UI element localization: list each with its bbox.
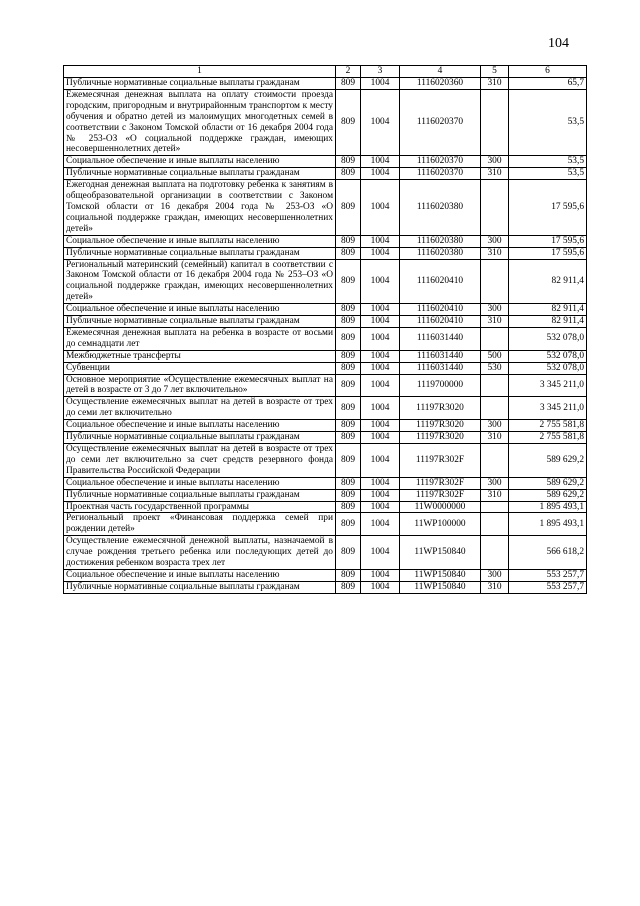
amount-cell: 1 895 493,1	[509, 513, 587, 536]
section-code-cell: 1004	[361, 432, 400, 444]
section-code-cell: 1004	[361, 327, 400, 350]
row-name-cell: Публичные нормативные социальные выплаты гражданам	[64, 489, 336, 501]
table-row	[64, 420, 587, 432]
amount-cell: 2 755 581,8	[509, 432, 587, 444]
amount-cell: 553 257,7	[509, 569, 587, 581]
expense-type-cell	[481, 89, 509, 155]
expense-type-cell: 310	[481, 432, 509, 444]
amount-cell: 532 078,0	[509, 350, 587, 362]
row-name-cell: Осуществление ежемесячных выплат на детей в возрасте от трех до семи лет включительно за счет средств резервного фонда Правительства Российской Федерации	[64, 444, 336, 478]
expense-type-cell	[481, 180, 509, 236]
amount-cell: 65,7	[509, 78, 587, 90]
section-code-cell: 1004	[361, 168, 400, 180]
ministry-code-cell: 809	[336, 168, 361, 180]
section-code-cell: 1004	[361, 513, 400, 536]
column-header: 1	[64, 66, 336, 78]
table-row	[64, 78, 587, 90]
row-name-cell: Осуществление ежемесячной денежной выплаты, назначаемой в случае рождения третьего ребенка или последующих детей до достижения ребенком возраста трех лет	[64, 536, 336, 570]
section-code-cell: 1004	[361, 420, 400, 432]
target-article-cell: 1116031440	[400, 362, 481, 374]
ministry-code-cell: 809	[336, 444, 361, 478]
expense-type-cell: 530	[481, 362, 509, 374]
row-name-cell: Социальное обеспечение и иные выплаты населению	[64, 235, 336, 247]
target-article-cell: 1116020380	[400, 180, 481, 236]
row-name-cell: Публичные нормативные социальные выплаты гражданам	[64, 247, 336, 259]
table-row	[64, 569, 587, 581]
ministry-code-cell: 809	[336, 247, 361, 259]
section-code-cell: 1004	[361, 247, 400, 259]
section-code-cell: 1004	[361, 350, 400, 362]
ministry-code-cell: 809	[336, 374, 361, 397]
budget-table	[63, 65, 587, 594]
section-code-cell: 1004	[361, 501, 400, 513]
amount-cell: 53,5	[509, 168, 587, 180]
ministry-code-cell: 809	[336, 489, 361, 501]
column-header: 6	[509, 66, 587, 78]
target-article-cell: 11WP150840	[400, 536, 481, 570]
target-article-cell: 1116020410	[400, 316, 481, 328]
target-article-cell: 11WP150840	[400, 569, 481, 581]
table-row	[64, 432, 587, 444]
amount-cell: 589 629,2	[509, 444, 587, 478]
row-name-cell: Осуществление ежемесячных выплат на детей в возрасте от трех до семи лет включительно	[64, 397, 336, 420]
amount-cell: 17 595,6	[509, 180, 587, 236]
ministry-code-cell: 809	[336, 581, 361, 593]
row-name-cell: Социальное обеспечение и иные выплаты населению	[64, 304, 336, 316]
target-article-cell: 1116020370	[400, 156, 481, 168]
amount-cell: 82 911,4	[509, 316, 587, 328]
ministry-code-cell: 809	[336, 536, 361, 570]
row-name-cell: Публичные нормативные социальные выплаты гражданам	[64, 581, 336, 593]
row-name-cell: Ежемесячная денежная выплата на оплату стоимости проезда городским, пригородным и внутрирайонным транспортом к месту обучения и обратно детей из малоимущих многодетных семей в соответствии с Законом Томской области от 16 декабря 2004 года № 253-ОЗ «О социальной поддержке граждан, имеющих несовершеннолетних детей»	[64, 89, 336, 155]
ministry-code-cell: 809	[336, 501, 361, 513]
expense-type-cell	[481, 513, 509, 536]
table-row	[64, 247, 587, 259]
expense-type-cell: 310	[481, 247, 509, 259]
target-article-cell: 11197R302F	[400, 477, 481, 489]
expense-type-cell: 300	[481, 156, 509, 168]
row-name-cell: Ежегодная денежная выплата на подготовку ребенка к занятиям в общеобразовательной организации в соответствии с Законом Томской области от 16 декабря 2004 года № 253-ОЗ «О социальной поддержке граждан, имеющих несовершеннолетних детей»	[64, 180, 336, 236]
target-article-cell: 1116031440	[400, 327, 481, 350]
column-header: 2	[336, 66, 361, 78]
ministry-code-cell: 809	[336, 235, 361, 247]
ministry-code-cell: 809	[336, 350, 361, 362]
row-name-cell: Региональный материнский (семейный) капитал в соответствии с Законом Томской области от 16 декабря 2004 года № 253–ОЗ «О социальной поддержке граждан, имеющих несовершеннолетних детей»	[64, 259, 336, 304]
section-code-cell: 1004	[361, 374, 400, 397]
column-header: 4	[400, 66, 481, 78]
table-row	[64, 489, 587, 501]
row-name-cell: Межбюджетные трансферты	[64, 350, 336, 362]
table-row	[64, 581, 587, 593]
expense-type-cell	[481, 397, 509, 420]
expense-type-cell: 300	[481, 304, 509, 316]
expense-type-cell	[481, 374, 509, 397]
row-name-cell: Основное мероприятие «Осуществление ежемесячных выплат на детей в возрасте от 3 до 7 лет включительно»	[64, 374, 336, 397]
amount-cell: 2 755 581,8	[509, 420, 587, 432]
row-name-cell: Публичные нормативные социальные выплаты гражданам	[64, 316, 336, 328]
ministry-code-cell: 809	[336, 362, 361, 374]
row-name-cell: Субвенции	[64, 362, 336, 374]
expense-type-cell: 310	[481, 168, 509, 180]
expense-type-cell: 300	[481, 420, 509, 432]
section-code-cell: 1004	[361, 78, 400, 90]
ministry-code-cell: 809	[336, 89, 361, 155]
ministry-code-cell: 809	[336, 156, 361, 168]
section-code-cell: 1004	[361, 569, 400, 581]
table-row	[64, 501, 587, 513]
expense-type-cell: 310	[481, 489, 509, 501]
target-article-cell: 11197R3020	[400, 432, 481, 444]
table-row	[64, 350, 587, 362]
ministry-code-cell: 809	[336, 78, 361, 90]
section-code-cell: 1004	[361, 316, 400, 328]
column-header: 5	[481, 66, 509, 78]
target-article-cell: 11197R302F	[400, 489, 481, 501]
section-code-cell: 1004	[361, 362, 400, 374]
target-article-cell: 11W0000000	[400, 501, 481, 513]
target-article-cell: 11197R302F	[400, 444, 481, 478]
expense-type-cell	[481, 536, 509, 570]
row-name-cell: Социальное обеспечение и иные выплаты населению	[64, 477, 336, 489]
target-article-cell: 1116020410	[400, 304, 481, 316]
ministry-code-cell: 809	[336, 513, 361, 536]
table-row	[64, 304, 587, 316]
target-article-cell: 1116031440	[400, 350, 481, 362]
section-code-cell: 1004	[361, 444, 400, 478]
target-article-cell: 11WP150840	[400, 581, 481, 593]
row-name-cell: Социальное обеспечение и иные выплаты населению	[64, 156, 336, 168]
target-article-cell: 1116020360	[400, 78, 481, 90]
target-article-cell: 1119700000	[400, 374, 481, 397]
column-header: 3	[361, 66, 400, 78]
row-name-cell: Публичные нормативные социальные выплаты гражданам	[64, 432, 336, 444]
ministry-code-cell: 809	[336, 180, 361, 236]
section-code-cell: 1004	[361, 259, 400, 304]
amount-cell: 1 895 493,1	[509, 501, 587, 513]
amount-cell: 532 078,0	[509, 362, 587, 374]
ministry-code-cell: 809	[336, 304, 361, 316]
expense-type-cell: 300	[481, 477, 509, 489]
target-article-cell: 11197R3020	[400, 420, 481, 432]
section-code-cell: 1004	[361, 489, 400, 501]
section-code-cell: 1004	[361, 304, 400, 316]
section-code-cell: 1004	[361, 180, 400, 236]
table-row	[64, 374, 587, 397]
table-row	[64, 180, 587, 236]
section-code-cell: 1004	[361, 477, 400, 489]
ministry-code-cell: 809	[336, 259, 361, 304]
table-header-row	[64, 66, 587, 78]
amount-cell: 82 911,4	[509, 304, 587, 316]
target-article-cell: 11WP100000	[400, 513, 481, 536]
ministry-code-cell: 809	[336, 316, 361, 328]
section-code-cell: 1004	[361, 156, 400, 168]
ministry-code-cell: 809	[336, 327, 361, 350]
ministry-code-cell: 809	[336, 397, 361, 420]
amount-cell: 589 629,2	[509, 477, 587, 489]
target-article-cell: 1116020370	[400, 89, 481, 155]
amount-cell: 589 629,2	[509, 489, 587, 501]
amount-cell: 17 595,6	[509, 235, 587, 247]
row-name-cell: Проектная часть государственной программы	[64, 501, 336, 513]
section-code-cell: 1004	[361, 89, 400, 155]
table-row	[64, 327, 587, 350]
target-article-cell: 1116020380	[400, 235, 481, 247]
expense-type-cell: 300	[481, 235, 509, 247]
ministry-code-cell: 809	[336, 477, 361, 489]
table-row	[64, 513, 587, 536]
expense-type-cell	[481, 259, 509, 304]
row-name-cell: Социальное обеспечение и иные выплаты населению	[64, 420, 336, 432]
target-article-cell: 1116020370	[400, 168, 481, 180]
amount-cell: 53,5	[509, 156, 587, 168]
amount-cell: 566 618,2	[509, 536, 587, 570]
amount-cell: 3 345 211,0	[509, 397, 587, 420]
section-code-cell: 1004	[361, 397, 400, 420]
table-row	[64, 259, 587, 304]
amount-cell: 82 911,4	[509, 259, 587, 304]
expense-type-cell: 310	[481, 78, 509, 90]
row-name-cell: Ежемесячная денежная выплата на ребенка в возрасте от восьми до семнадцати лет	[64, 327, 336, 350]
expense-type-cell: 310	[481, 581, 509, 593]
expense-type-cell: 300	[481, 569, 509, 581]
amount-cell: 17 595,6	[509, 247, 587, 259]
expense-type-cell: 500	[481, 350, 509, 362]
ministry-code-cell: 809	[336, 569, 361, 581]
row-name-cell: Региональный проект «Финансовая поддержка семей при рождении детей»	[64, 513, 336, 536]
ministry-code-cell: 809	[336, 432, 361, 444]
row-name-cell: Публичные нормативные социальные выплаты гражданам	[64, 168, 336, 180]
target-article-cell: 1116020410	[400, 259, 481, 304]
amount-cell: 532 078,0	[509, 327, 587, 350]
table-row	[64, 362, 587, 374]
target-article-cell: 11197R3020	[400, 397, 481, 420]
section-code-cell: 1004	[361, 581, 400, 593]
expense-type-cell	[481, 501, 509, 513]
table-row	[64, 397, 587, 420]
ministry-code-cell: 809	[336, 420, 361, 432]
expense-type-cell	[481, 444, 509, 478]
section-code-cell: 1004	[361, 536, 400, 570]
amount-cell: 53,5	[509, 89, 587, 155]
table-row	[64, 89, 587, 155]
table-row	[64, 316, 587, 328]
amount-cell: 553 257,7	[509, 581, 587, 593]
row-name-cell: Социальное обеспечение и иные выплаты населению	[64, 569, 336, 581]
table-row	[64, 477, 587, 489]
target-article-cell: 1116020380	[400, 247, 481, 259]
section-code-cell: 1004	[361, 235, 400, 247]
table-row	[64, 536, 587, 570]
row-name-cell: Публичные нормативные социальные выплаты гражданам	[64, 78, 336, 90]
amount-cell: 3 345 211,0	[509, 374, 587, 397]
page-number: 104	[548, 36, 569, 51]
table-row	[64, 168, 587, 180]
table-row	[64, 444, 587, 478]
table-row	[64, 235, 587, 247]
table-row	[64, 156, 587, 168]
expense-type-cell	[481, 327, 509, 350]
expense-type-cell: 310	[481, 316, 509, 328]
